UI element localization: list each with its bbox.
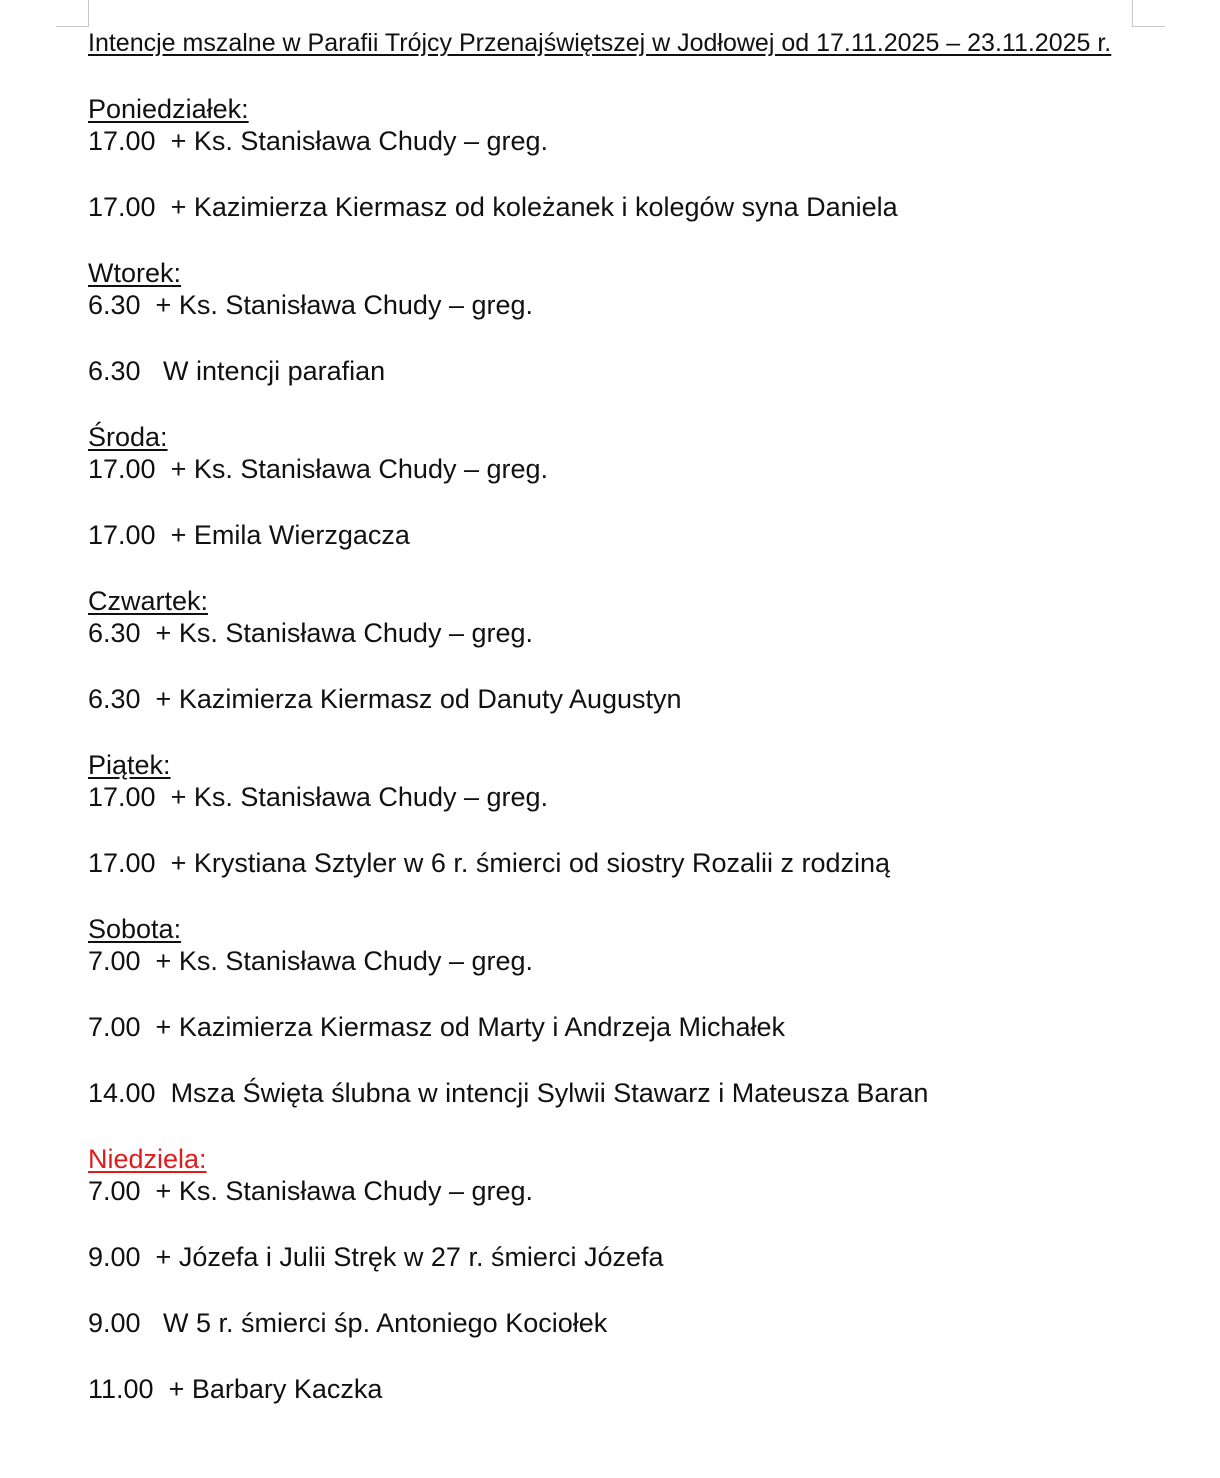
day-section-wednesday: [88, 421, 1148, 551]
mass-intention: 11.00 + Barbary Kaczka: [88, 1374, 383, 1404]
mass-intention: 9.00 W 5 r. śmierci śp. Antoniego Kociołek: [88, 1308, 608, 1338]
mass-intention: 6.30 + Ks. Stanisława Chudy – greg.: [88, 618, 534, 648]
mass-intention: 6.30 + Kazimierza Kiermasz od Danuty Augustyn: [88, 684, 682, 714]
document-title: Intencje mszalne w Parafii Trójcy Przenajświętszej w Jodłowej od 17.11.2025 – 23.11.2025 r.: [88, 29, 1112, 57]
day-label: Czwartek:: [88, 586, 209, 616]
mass-intention: 9.00 + Józefa i Julii Stręk w 27 r. śmierci Józefa: [88, 1242, 664, 1272]
day-section-tuesday: [88, 257, 1148, 387]
day-section-thursday: [88, 585, 1148, 715]
day-section-saturday: [88, 913, 1148, 1109]
day-label: Wtorek:: [88, 258, 182, 288]
mass-intention: 7.00 + Ks. Stanisława Chudy – greg.: [88, 1176, 534, 1206]
day-section-friday: [88, 749, 1148, 879]
day-label: Poniedziałek:: [88, 94, 249, 124]
mass-intention: 7.00 + Ks. Stanisława Chudy – greg.: [88, 946, 534, 976]
day-label: Środa:: [88, 422, 168, 452]
mass-intention: 17.00 + Ks. Stanisława Chudy – greg.: [88, 126, 549, 156]
day-label: Niedziela:: [88, 1144, 207, 1174]
page-corner-mark-left: [56, 0, 89, 27]
day-label: Piątek:: [88, 750, 171, 780]
mass-intention: 17.00 + Krystiana Sztyler w 6 r. śmierci od siostry Rozalii z rodziną: [88, 848, 891, 878]
document-page: [88, 28, 1148, 1405]
mass-intention: 17.00 + Ks. Stanisława Chudy – greg.: [88, 782, 549, 812]
page-corner-mark-right: [1132, 0, 1165, 27]
mass-intention: 14.00 Msza Święta ślubna w intencji Sylwii Stawarz i Mateusza Baran: [88, 1078, 929, 1108]
mass-intention: 17.00 + Emila Wierzgacza: [88, 520, 410, 550]
day-label: Sobota:: [88, 914, 182, 944]
day-section-sunday: [88, 1143, 1148, 1405]
mass-intention: 6.30 + Ks. Stanisława Chudy – greg.: [88, 290, 534, 320]
day-section-monday: [88, 93, 1148, 223]
mass-intention: 17.00 + Kazimierza Kiermasz od koleżanek i kolegów syna Daniela: [88, 192, 898, 222]
mass-intention: 6.30 W intencji parafian: [88, 356, 386, 386]
mass-intention: 17.00 + Ks. Stanisława Chudy – greg.: [88, 454, 549, 484]
mass-intention: 7.00 + Kazimierza Kiermasz od Marty i Andrzeja Michałek: [88, 1012, 786, 1042]
